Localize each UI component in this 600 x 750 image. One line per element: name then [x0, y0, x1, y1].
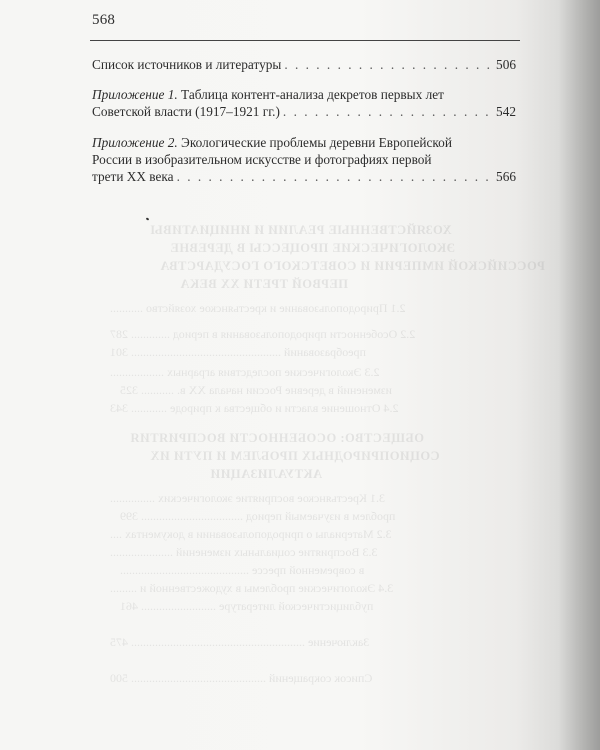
toc-line: [92, 168, 516, 185]
leader-dots: [177, 168, 493, 185]
toc-entry-title: Список источников и литературы: [92, 57, 282, 72]
leader-dots: [283, 103, 493, 120]
header-rule: [90, 40, 520, 41]
page-number: 568: [92, 12, 116, 28]
spine-shadow: [558, 0, 600, 750]
toc-entry-appendix-2[interactable]: [92, 134, 516, 185]
toc-page-number: 506: [496, 57, 516, 72]
toc-entry-label: Приложение 2.: [92, 135, 178, 150]
toc-line: [92, 134, 516, 151]
toc-line: [92, 86, 516, 103]
toc-entry-title-cont: трети ХХ века: [92, 169, 174, 184]
toc-entry-appendix-1[interactable]: [92, 86, 516, 120]
toc-line: [92, 103, 516, 120]
toc-entry-sources[interactable]: [92, 56, 516, 73]
toc-entry-title: Экологические проблемы деревни Европейской: [181, 135, 452, 150]
toc-entry-label: Приложение 1.: [92, 87, 178, 102]
toc-line: [92, 56, 516, 73]
toc-entry-title: Таблица контент-анализа декретов первых лет: [181, 87, 444, 102]
toc-page-number: 542: [496, 104, 516, 119]
toc-entry-title-cont: Советской власти (1917–1921 гг.): [92, 104, 280, 119]
toc-entry-title-cont: России в изобразительном искусстве и фотографиях первой: [92, 152, 432, 167]
toc-page-number: 566: [496, 169, 516, 184]
toc-line: [92, 151, 516, 168]
leader-dots: [284, 56, 493, 73]
